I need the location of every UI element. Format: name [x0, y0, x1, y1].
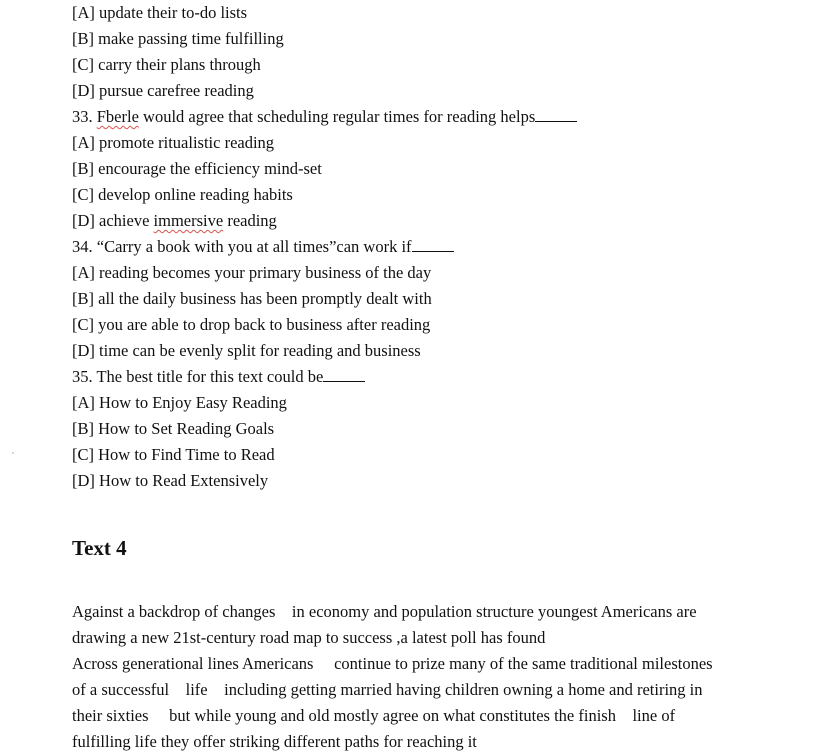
option-line: [A] How to Enjoy Easy Reading [72, 393, 287, 412]
answer-blank [412, 234, 454, 252]
option-line: [D] pursue carefree reading [72, 81, 254, 100]
paragraph-line: fulfilling life they offer striking different paths for reaching it [72, 732, 477, 751]
paragraph-line: Across generational lines Americans continue to prize many of the same traditional milestones [72, 654, 713, 673]
paragraph-line: of a successful life including getting married having children owning a home and retiring in [72, 680, 703, 699]
option-line: [C] you are able to drop back to business after reading [72, 315, 431, 334]
question-33 [72, 104, 772, 130]
paragraph-line: drawing a new 21st-century road map to success ,a latest poll has found [72, 628, 546, 647]
paragraph-line: Against a backdrop of changes in economy and population structure youngest Americans are [72, 602, 697, 621]
text4-paragraph [72, 599, 772, 755]
option-line: [D] How to Read Extensively [72, 471, 269, 490]
question-text: 33. [72, 107, 97, 126]
option-line: [B] How to Set Reading Goals [72, 419, 275, 438]
option-line: [B] encourage the efficiency mind-set [72, 159, 322, 178]
question-text: would agree that scheduling regular times for reading helps [138, 107, 536, 126]
question-text: 35. The best title for this text could be [72, 367, 324, 386]
option-line: [A] update their to-do lists [72, 3, 248, 22]
paragraph-line: their sixties but while young and old mostly agree on what constitutes the finish line of [72, 706, 676, 725]
option-line: [C] carry their plans through [72, 55, 261, 74]
answer-blank [535, 104, 577, 122]
spellcheck-marked-word: immersive [153, 211, 224, 230]
option-line: [C] develop online reading habits [72, 185, 293, 204]
question-text: 34. “Carry a book with you at all times”can work if [72, 237, 412, 256]
option-line [72, 208, 772, 234]
option-line: [C] How to Find Time to Read [72, 445, 275, 464]
question-list [72, 0, 772, 494]
answer-blank [323, 364, 365, 382]
question-34 [72, 234, 772, 260]
section-heading: Text 4 [72, 536, 127, 560]
option-text: [D] achieve [72, 211, 154, 230]
question-35 [72, 364, 772, 390]
option-line: [A] promote ritualistic reading [72, 133, 275, 152]
option-line: [A] reading becomes your primary business of the day [72, 263, 432, 282]
option-line: [D] time can be evenly split for reading and business [72, 341, 421, 360]
option-line: [B] make passing time fulfilling [72, 29, 284, 48]
option-line: [B] all the daily business has been promptly dealt with [72, 289, 432, 308]
option-text: reading [223, 211, 277, 230]
spellcheck-marked-word: Fberle [96, 107, 139, 126]
stray-mark [12, 452, 14, 454]
